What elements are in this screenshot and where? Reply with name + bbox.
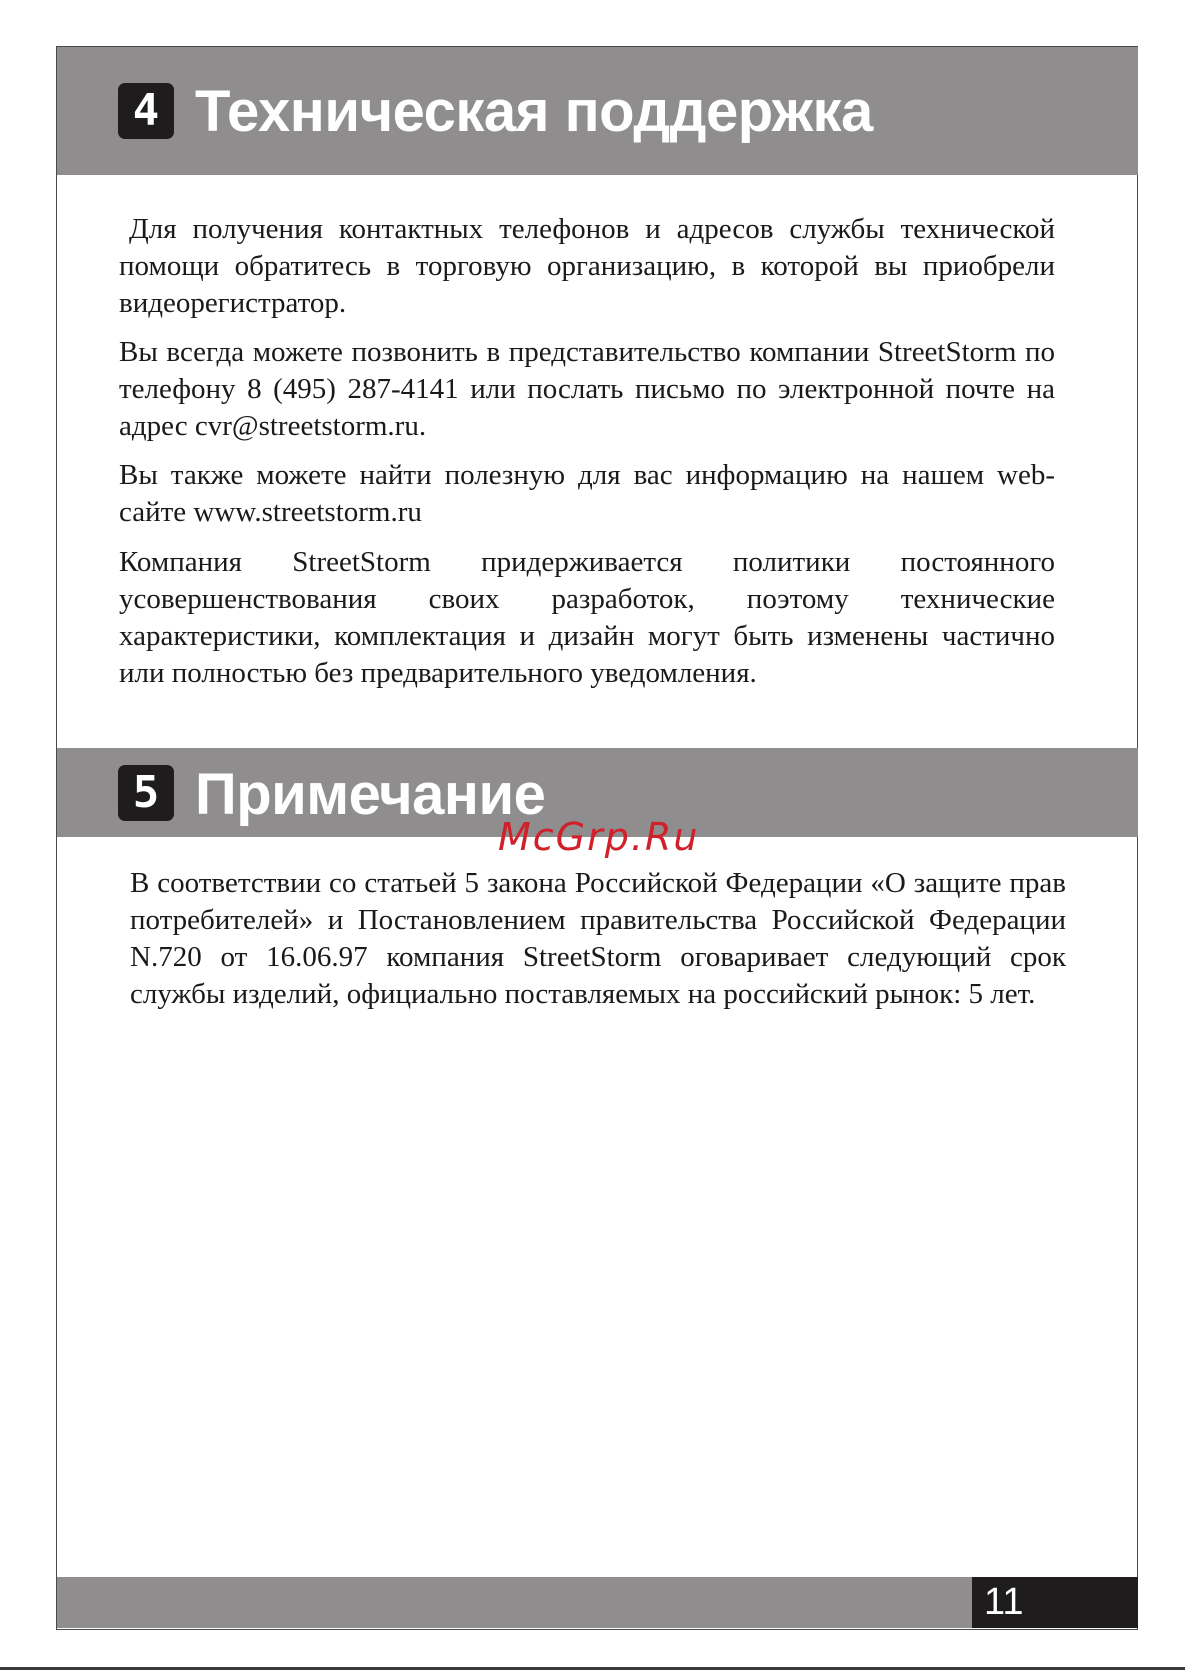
section-title: Техническая поддержка <box>195 79 873 144</box>
page-number: 11 <box>972 1577 1138 1628</box>
paragraph-policy: Компания StreetStorm придерживается политики постоянного усовершенствования своих разработок, поэтому технические характеристики, комплектация и дизайн могут быть изменены частично или полностью без предварительного уведомления. <box>119 546 1055 689</box>
section-header-tech-support <box>57 47 1138 175</box>
paragraph-phone-email: Вы всегда можете позвонить в представительство компании StreetStorm по телефону 8 (495) 287-4141 или послать письмо по электронной почте на адрес cvr@streetstorm.ru. <box>119 336 1055 442</box>
section-title: Примечание <box>195 762 546 827</box>
section-number-badge: 5 <box>118 765 174 821</box>
bottom-rule <box>0 1667 1185 1670</box>
watermark: McGrp.Ru <box>498 815 700 859</box>
paragraph-contacts: Для получения контактных телефонов и адресов службы технической помощи обратитесь в торговую организацию, в которой вы приобрели видеорегистратор. <box>119 213 1055 319</box>
paragraph-service-life: В соответствии со статьей 5 закона Российской Федерации «О защите прав потребителей» и Постановлением правительства Российской Федерации N.720 от 16.06.97 компания StreetStorm оговаривает следующий срок службы изделий, официально поставляемых на российский рынок: 5 лет. <box>130 867 1066 1010</box>
section-number-badge: 4 <box>118 83 174 139</box>
footer-bar <box>57 1577 1138 1628</box>
paragraph-website: Вы также можете найти полезную для вас информацию на нашем web-сайте www.streetstorm.ru <box>119 459 1055 528</box>
